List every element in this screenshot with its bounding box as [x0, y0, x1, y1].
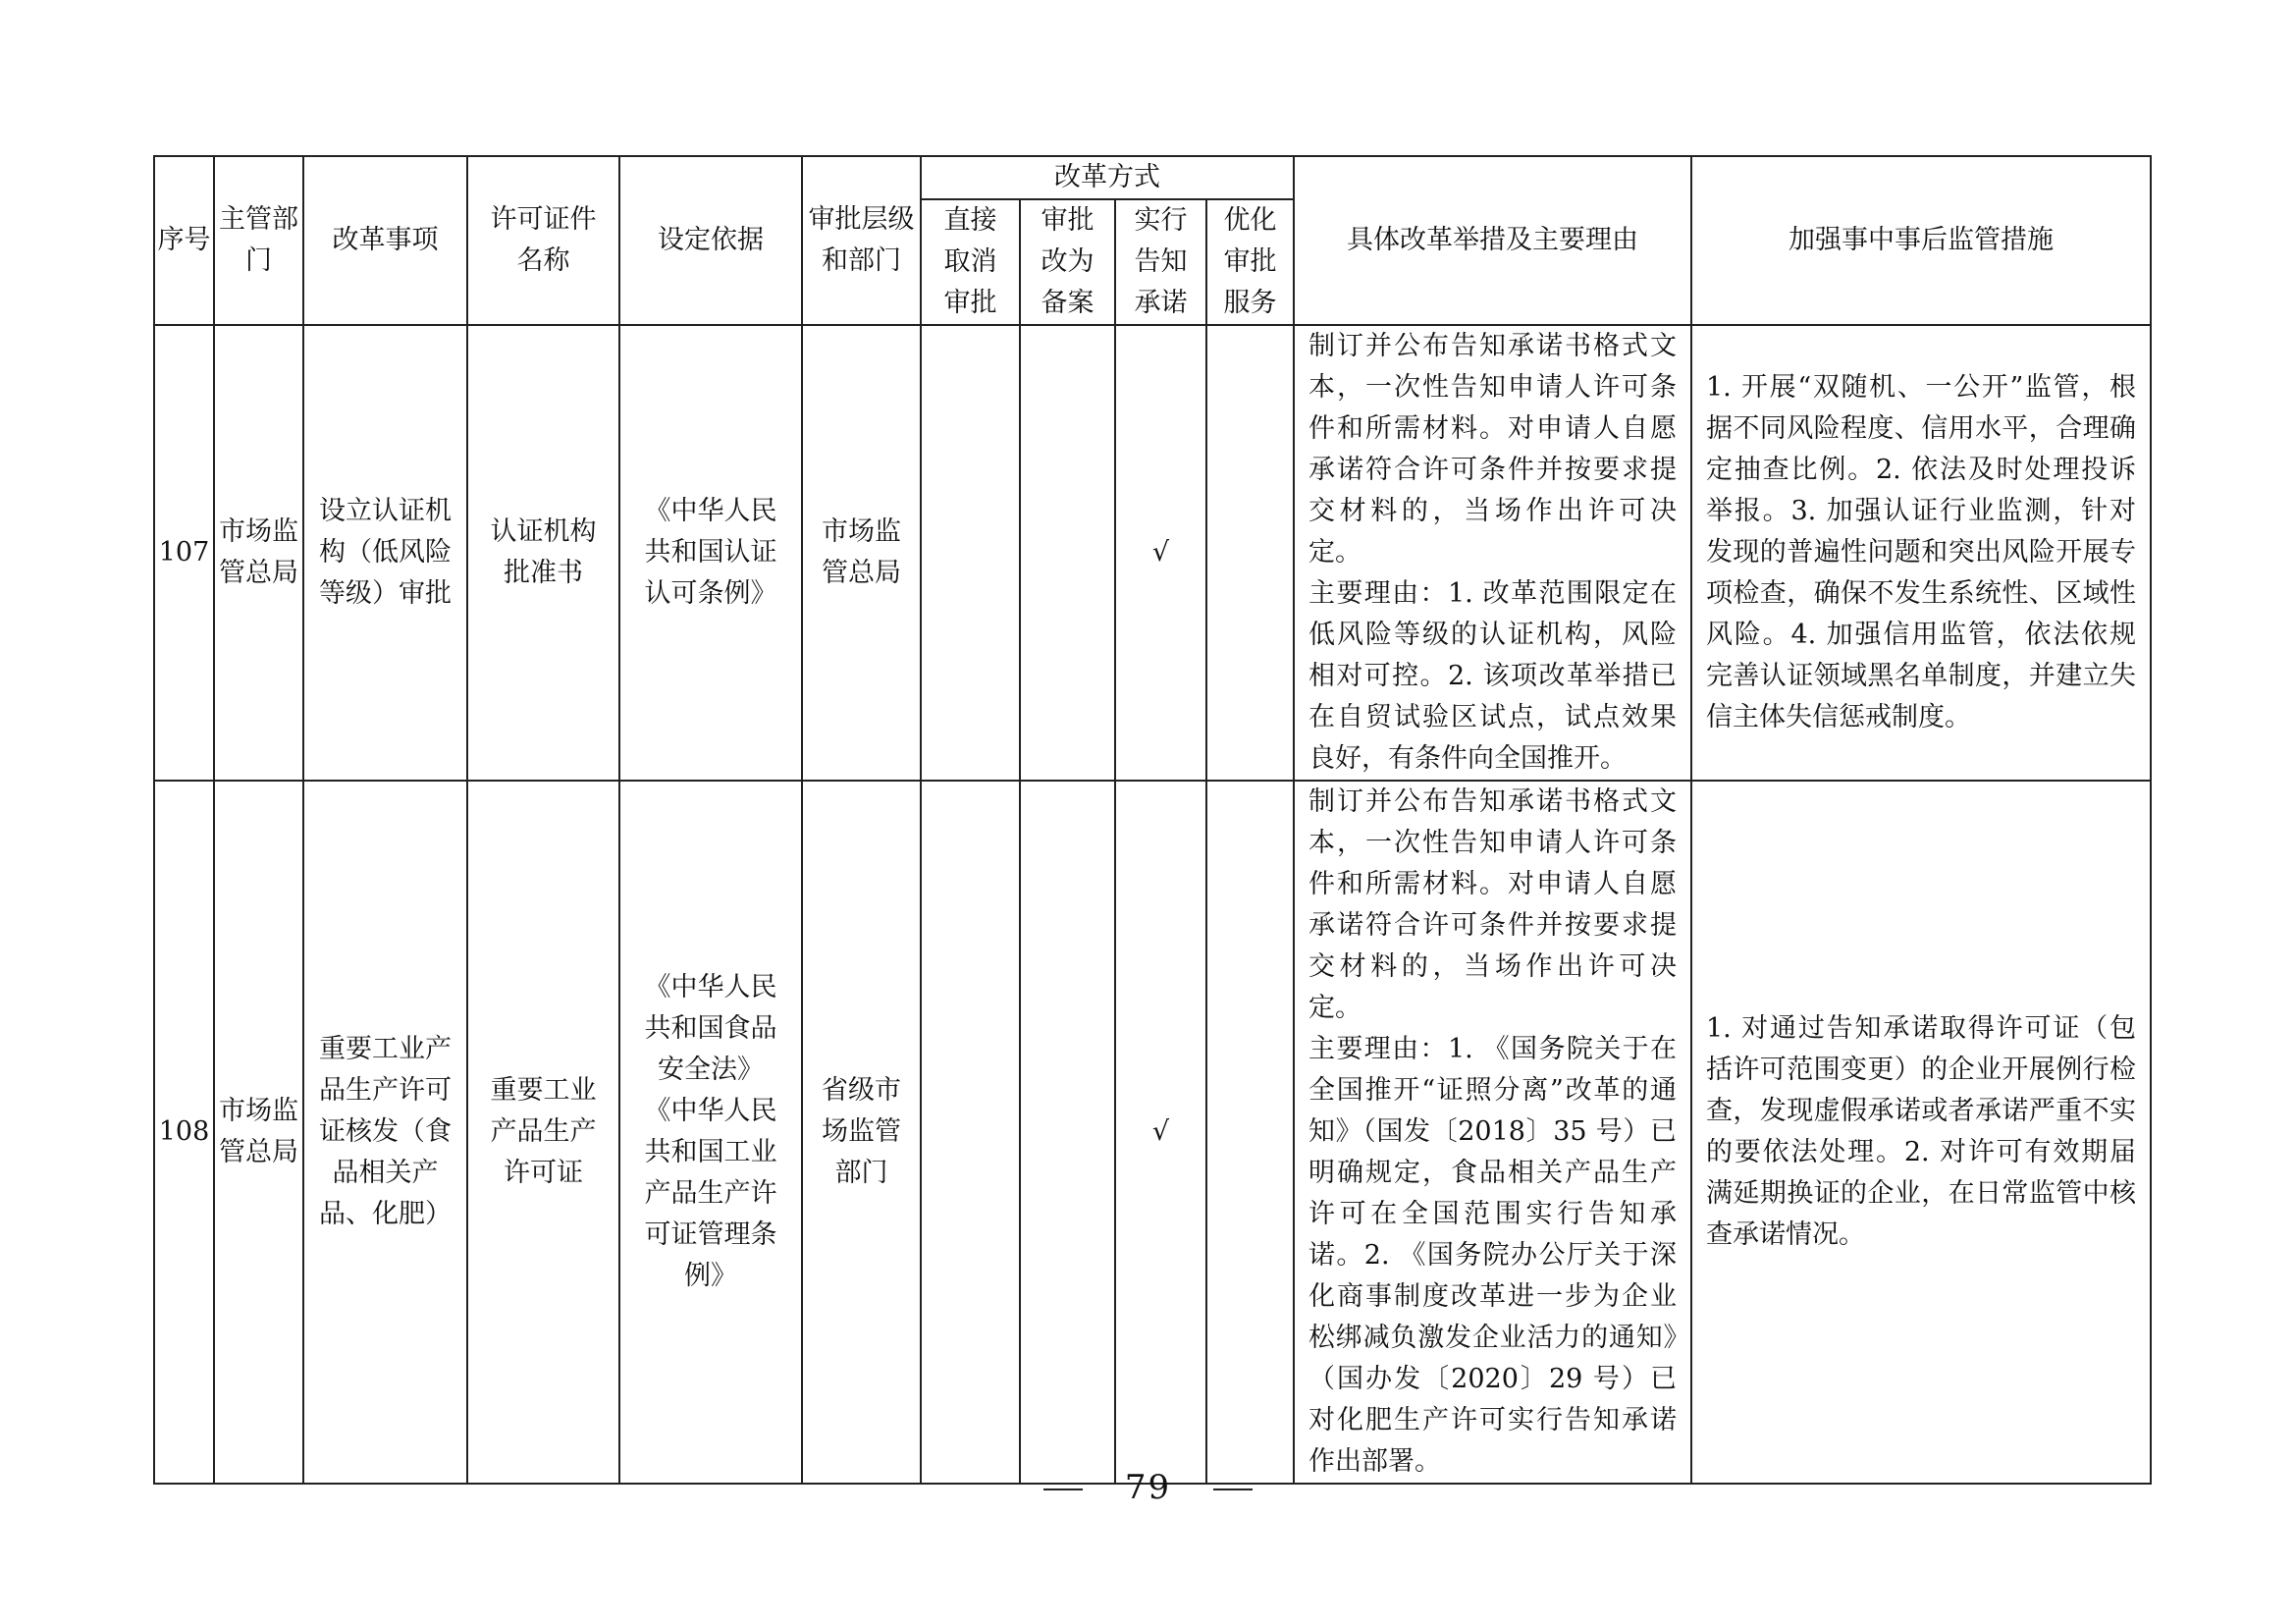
row-method-commit: √ [1115, 781, 1206, 1484]
header-seq-label: 序号 [157, 225, 211, 255]
row-method-optimize [1206, 325, 1294, 781]
row-dept [214, 781, 303, 1484]
row-measures-text: 制订并公布告知承诺书格式文本，一次性告知申请人许可条件和所需材料。对申请人自愿承诺符合许可条件并按要求提交材料的，当场作出许可决定。 主要理由：1. 改革范围限定在低风险等级的认证机构，风险相对可控。2. 该项改革举措已在自贸试验区试点，试点效果良好，有条件向全国推开。 [1308, 331, 1677, 774]
header-measures-label: 具体改革举措及主要理由 [1347, 225, 1638, 255]
header-method-filing-label: 审批改为备案 [1041, 205, 1095, 318]
row-seq: 108 [154, 781, 214, 1484]
row-supervision [1691, 325, 2151, 781]
header-license-label: 许可证件名称 [490, 204, 597, 276]
row-level-label: 省级市场监管部门 [822, 1075, 901, 1188]
row-method-commit: √ [1115, 325, 1206, 781]
row-level-label: 市场监管总局 [822, 516, 901, 588]
row-item-label: 设立认证机构（低风险等级）审批 [319, 496, 452, 609]
header-supervision [1691, 156, 2151, 325]
header-row [154, 156, 2151, 199]
header-method-cancel [921, 199, 1020, 325]
row-basis [619, 781, 802, 1484]
row-license [467, 781, 619, 1484]
reform-table [153, 155, 2152, 1485]
row-item [303, 781, 467, 1484]
header-measures [1294, 156, 1691, 325]
header-item-label: 改革事项 [332, 225, 439, 255]
row-method-cancel [921, 781, 1020, 1484]
row-level [802, 781, 921, 1484]
header-license [467, 156, 619, 325]
row-basis-label: 《中华人民共和国认证认可条例》 [644, 496, 777, 609]
header-level-label: 审批层级和部门 [808, 204, 915, 276]
page-number: 79 [1124, 1468, 1172, 1507]
header-seq [154, 156, 214, 325]
page-footer [0, 1468, 2296, 1507]
row-supervision [1691, 781, 2151, 1484]
header-basis [619, 156, 802, 325]
row-basis-label: 《中华人民共和国食品安全法》《中华人民共和国工业产品生产许可证管理条例》 [644, 972, 777, 1291]
row-method-filing [1020, 325, 1115, 781]
header-dept [214, 156, 303, 325]
row-license-label: 认证机构批准书 [490, 516, 597, 588]
header-item [303, 156, 467, 325]
footer-dash-left [1043, 1489, 1083, 1490]
row-dept-label: 市场监管总局 [219, 516, 298, 588]
header-method-filing [1020, 199, 1115, 325]
row-measures [1294, 325, 1691, 781]
row-level [802, 325, 921, 781]
row-method-filing [1020, 781, 1115, 1484]
row-measures [1294, 781, 1691, 1484]
header-method-group [921, 156, 1294, 199]
row-basis [619, 325, 802, 781]
row-supervision-text: 1. 对通过告知承诺取得许可证（包括许可范围变更）的企业开展例行检查，发现虚假承诺或者承诺严重不实的要依法处理。2. 对许可有效期届满延期换证的企业，在日常监管中核查承诺情况。 [1706, 1013, 2136, 1250]
header-basis-label: 设定依据 [658, 225, 764, 255]
footer-dash-right [1213, 1489, 1253, 1490]
row-item-label: 重要工业产品生产许可证核发（食品相关产品、化肥） [319, 1034, 452, 1229]
row-method-optimize [1206, 781, 1294, 1484]
row-dept-label: 市场监管总局 [219, 1096, 298, 1167]
header-method-optimize [1206, 199, 1294, 325]
table-row [154, 781, 2151, 1484]
table-row [154, 325, 2151, 781]
header-method-commit-label: 实行告知承诺 [1134, 205, 1188, 318]
header-method-cancel-label: 直接取消审批 [943, 205, 997, 318]
row-item [303, 325, 467, 781]
header-level [802, 156, 921, 325]
header-method-optimize-label: 优化审批服务 [1223, 205, 1277, 318]
header-method-group-label: 改革方式 [1054, 162, 1160, 192]
row-measures-text: 制订并公布告知承诺书格式文本，一次性告知申请人许可条件和所需材料。对申请人自愿承诺符合许可条件并按要求提交材料的，当场作出许可决定。 主要理由：1. 《国务院关于在全国推开“证照分离”改革的通知》（国发〔2018〕35 号）已明确规定，食品相关产品生产许可在全国范围实行告知承诺。2. 《国务院办公厅关于深化商事制度改革进一步为企业松绑减负激发企业活力的通知》（国办发〔2020〕29 号）已对化肥生产许可实行告知承诺作出部署。 [1308, 786, 1677, 1477]
row-method-cancel [921, 325, 1020, 781]
header-supervision-label: 加强事中事后监管措施 [1789, 225, 2054, 255]
row-supervision-text: 1. 开展“双随机、一公开”监管，根据不同风险程度、信用水平，合理确定抽查比例。2. 依法及时处理投诉举报。3. 加强认证行业监测，针对发现的普遍性问题和突出风险开展专项检查，确保不发生系统性、区域性风险。4. 加强信用监管，依法依规完善认证领域黑名单制度，并建立失信主体失信惩戒制度。 [1706, 372, 2136, 732]
row-dept [214, 325, 303, 781]
header-dept-label: 主管部门 [219, 204, 298, 276]
header-method-commit [1115, 199, 1206, 325]
row-license [467, 325, 619, 781]
row-license-label: 重要工业产品生产许可证 [490, 1075, 597, 1188]
row-seq: 107 [154, 325, 214, 781]
